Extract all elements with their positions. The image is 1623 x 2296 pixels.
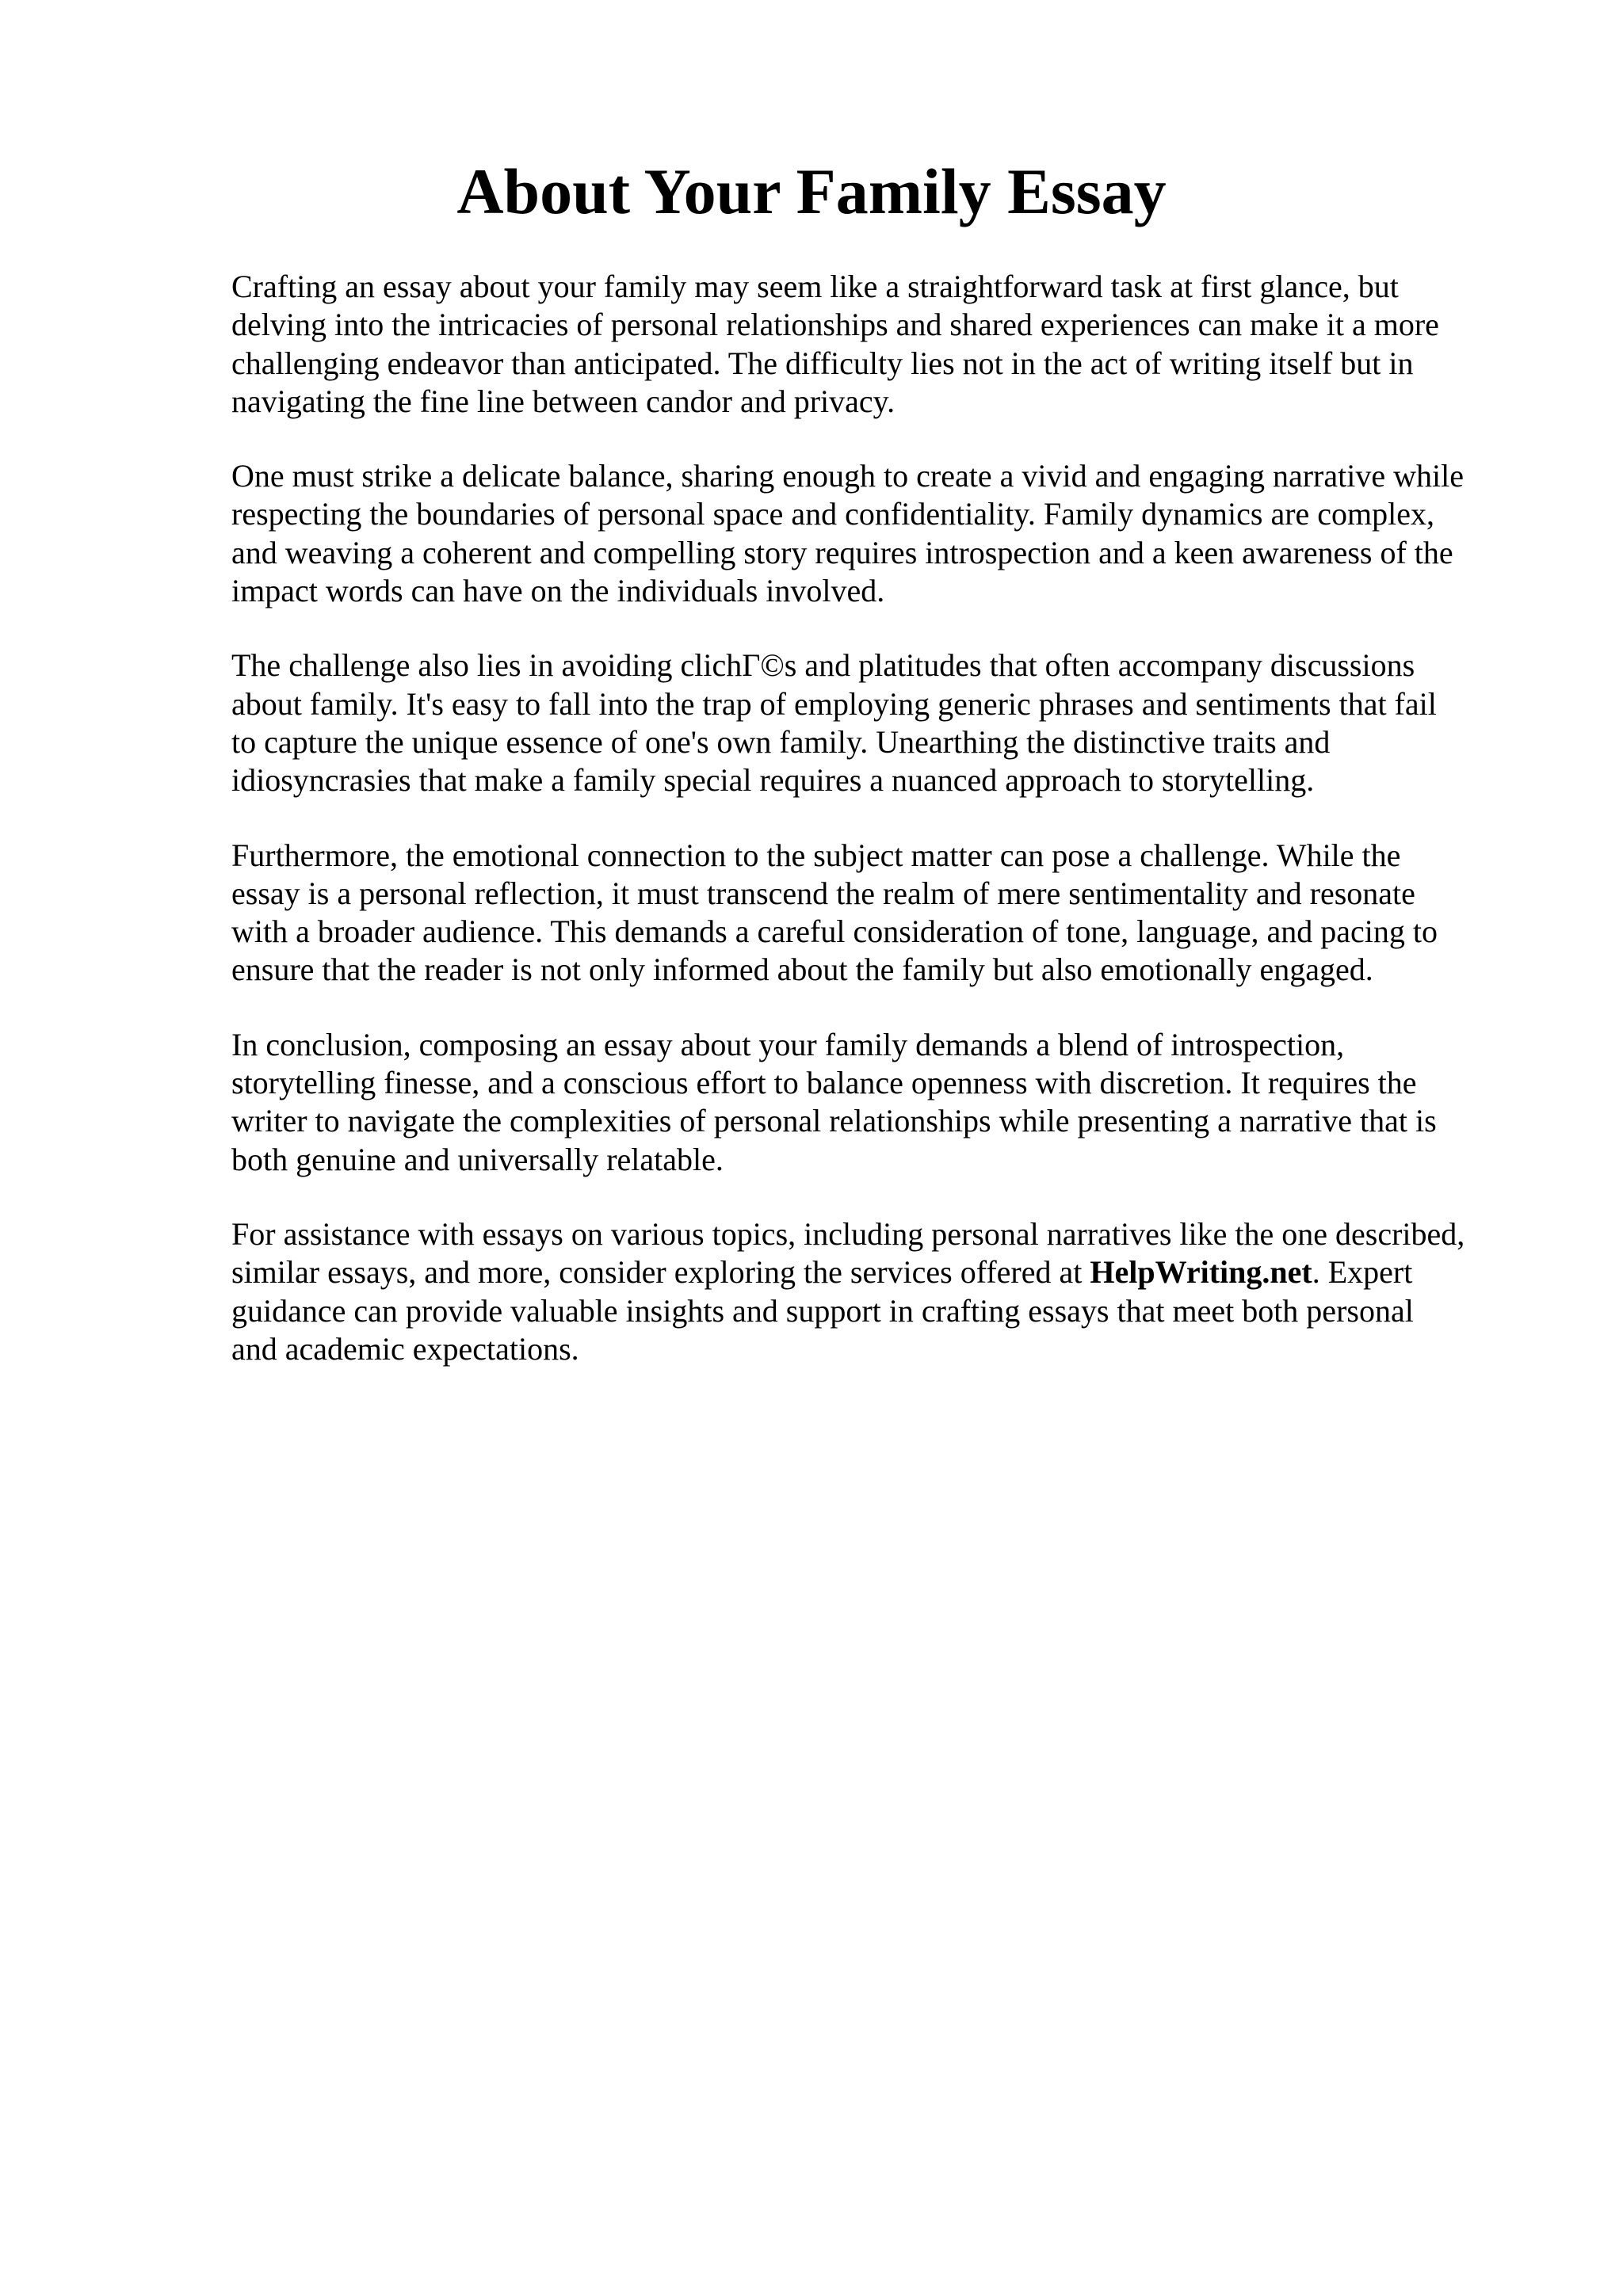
brand-name: HelpWriting.net xyxy=(1090,1254,1312,1291)
paragraph-1: Crafting an essay about your family may seem like a straightforward task at first glance, but delving into the intricacies of personal relationships and shared experiences can make it a more challenging endeavor than anticipated. The difficulty lies not in the act of writing itself but in navigating the fine line between candor and privacy. xyxy=(231,269,1439,419)
paragraph-5: In conclusion, composing an essay about your family demands a blend of introspection, storytelling finesse, and a conscious effort to balance openness with discretion. It requires the writer to navigate the complexities of personal relationships while presenting a narrative that is both genuine and universally relatable. xyxy=(231,1026,1437,1177)
paragraph-3: The challenge also lies in avoiding clichΓ©s and platitudes that often accompany discussions about family. It's easy to fall into the trap of employing generic phrases and sentiments that fail to capture the unique essence of one's own family. Unearthing the distinctive traits and idiosyncrasies that make a family special requires a nuanced approach to storytelling. xyxy=(231,647,1437,799)
paragraph-2: One must strike a delicate balance, sharing enough to create a vivid and engaging narrative while respecting the boundaries of personal space and confidentiality. Family dynamics are complex, and weaving a coherent and compelling story requires introspection and a keen awareness of the impact words can have on the individuals involved. xyxy=(231,458,1464,609)
paragraph-6-outro: . Expert guidance can provide valuable insights and support in crafting essays that meet both personal and academic expectations. xyxy=(231,1254,1414,1367)
paragraph-6 xyxy=(231,1215,1515,1368)
paragraph-6-intro: For assistance with essays on various topics, including personal narratives like the one described, similar essays, and more, consider exploring the services offered at xyxy=(231,1215,1465,1291)
essay-body xyxy=(231,268,1515,1405)
paragraph-4: Furthermore, the emotional connection to the subject matter can pose a challenge. While the essay is a personal reflection, it must transcend the realm of mere sentimentality and resonate with a broader audience. This demands a careful consideration of tone, language, and pacing to ensure that the reader is not only informed about the family but also emotionally engaged. xyxy=(231,837,1438,988)
document-title: About Your Family Essay xyxy=(456,155,1167,227)
